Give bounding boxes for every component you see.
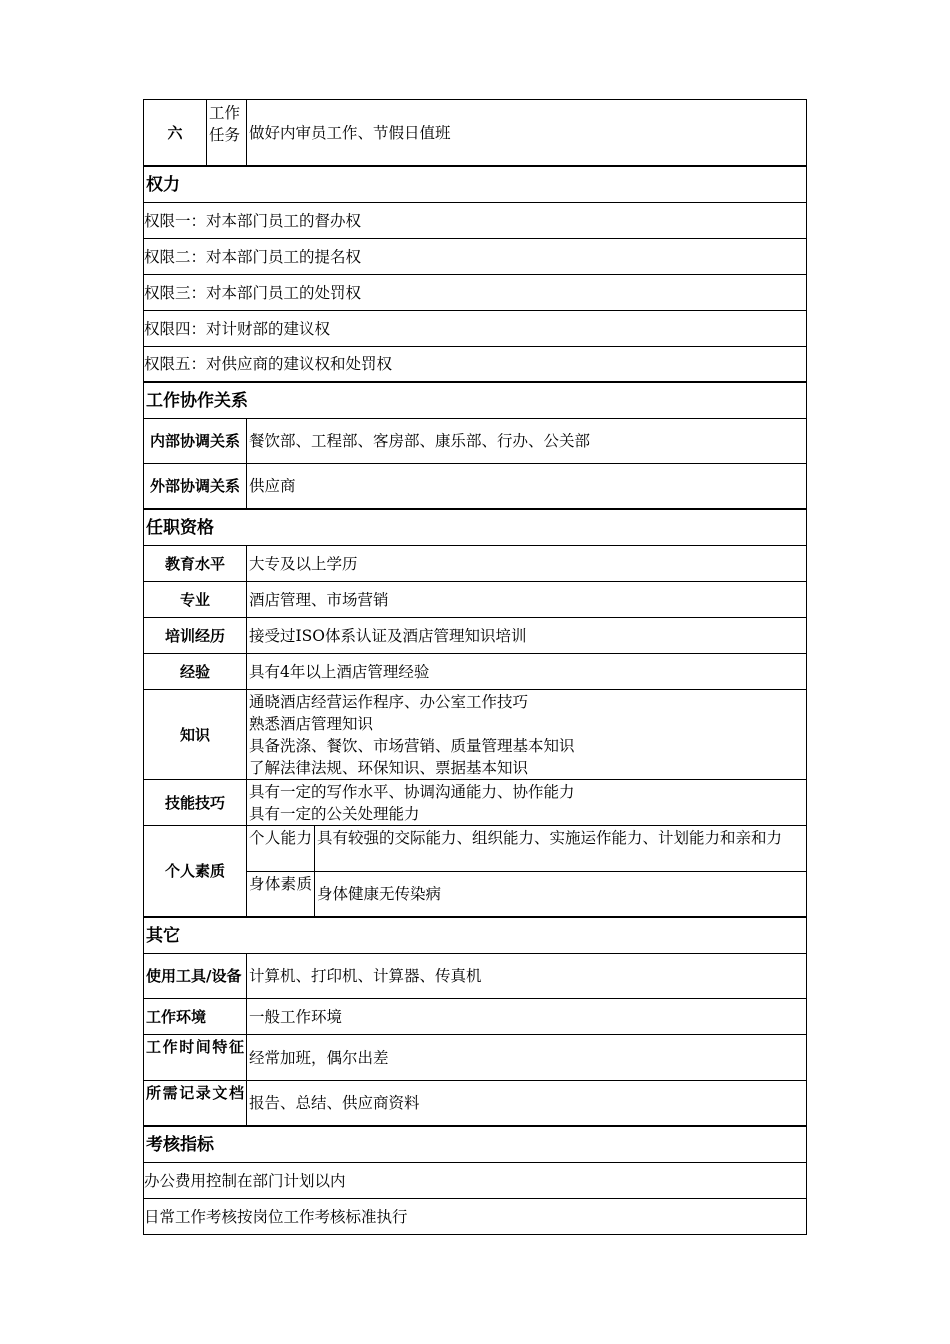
knowledge-label: 知识 xyxy=(179,725,210,744)
knowledge-row xyxy=(143,690,807,780)
task-row xyxy=(143,99,807,167)
authority-item xyxy=(143,239,807,275)
physical-quality-value: 身体健康无传染病 xyxy=(314,872,806,917)
other-section-header xyxy=(143,918,807,954)
assessment-item xyxy=(143,1199,807,1235)
education-value: 大专及以上学历 xyxy=(246,546,806,581)
tools-value: 计算机、打印机、计算器、传真机 xyxy=(246,954,806,998)
internal-coordination-row xyxy=(143,419,807,464)
internal-coordination-value: 餐饮部、工程部、客房部、康乐部、行办、公关部 xyxy=(246,419,806,463)
personal-quality-label: 个人素质 xyxy=(164,862,225,880)
cooperation-section-header xyxy=(143,383,807,419)
assessment-heading: 考核指标 xyxy=(146,1134,214,1155)
qualification-heading: 任职资格 xyxy=(146,517,214,538)
assessment-item-text: 日常工作考核按岗位工作考核标准执行 xyxy=(144,1207,408,1226)
records-row xyxy=(143,1081,807,1127)
environment-row xyxy=(143,999,807,1035)
knowledge-list xyxy=(246,690,806,779)
internal-coordination-label: 内部协调关系 xyxy=(149,431,240,450)
authority-item xyxy=(143,311,807,347)
qualification-section-header xyxy=(143,510,807,546)
physical-quality-label: 身体素质 xyxy=(249,874,312,893)
authority-section-header xyxy=(143,167,807,203)
records-value: 报告、总结、供应商资料 xyxy=(246,1081,806,1125)
authority-item xyxy=(143,347,807,383)
training-value: 接受过ISO体系认证及酒店管理知识培训 xyxy=(246,618,806,653)
training-label: 培训经历 xyxy=(164,626,225,645)
skills-label: 技能技巧 xyxy=(164,793,225,812)
major-value: 酒店管理、市场营销 xyxy=(246,582,806,617)
major-label: 专业 xyxy=(179,590,210,609)
experience-value: 具有4年以上酒店管理经验 xyxy=(246,654,806,689)
authority-item-text: 权限二：对本部门员工的提名权 xyxy=(144,247,362,266)
task-content: 做好内审员工作、节假日值班 xyxy=(246,100,806,165)
education-row xyxy=(143,546,807,582)
knowledge-line: 了解法律法规、环保知识、票据基本知识 xyxy=(249,758,529,777)
work-time-label: 工作时间特征 xyxy=(146,1038,244,1056)
physical-quality-row xyxy=(247,871,806,917)
authority-item-text: 权限三：对本部门员工的处罚权 xyxy=(144,283,362,302)
records-label: 所需记录文档 xyxy=(146,1084,244,1102)
tools-label: 使用工具/设备 xyxy=(146,966,242,985)
education-label: 教育水平 xyxy=(164,554,225,573)
skills-line: 具有一定的公关处理能力 xyxy=(249,804,420,823)
work-time-value: 经常加班，偶尔出差 xyxy=(246,1035,806,1080)
assessment-item xyxy=(143,1163,807,1199)
environment-value: 一般工作环境 xyxy=(246,999,806,1034)
experience-row xyxy=(143,654,807,690)
authority-item xyxy=(143,275,807,311)
authority-item-text: 权限四：对计财部的建议权 xyxy=(144,319,331,338)
work-time-row xyxy=(143,1035,807,1081)
environment-label: 工作环境 xyxy=(146,1007,207,1026)
assessment-item-text: 办公费用控制在部门计划以内 xyxy=(144,1171,346,1190)
task-label: 工作任务 xyxy=(206,100,246,165)
major-row xyxy=(143,582,807,618)
training-row xyxy=(143,618,807,654)
skills-line: 具有一定的写作水平、协调沟通能力、协作能力 xyxy=(249,782,575,801)
personal-ability-label: 个人能力 xyxy=(249,829,312,847)
external-coordination-value: 供应商 xyxy=(246,464,806,508)
skills-list xyxy=(246,780,806,825)
personal-quality-subtable xyxy=(246,826,806,916)
authority-item xyxy=(143,203,807,239)
knowledge-line: 具备洗涤、餐饮、市场营销、质量管理基本知识 xyxy=(249,736,575,755)
personal-ability-value: 具有较强的交际能力、组织能力、实施运作能力、计划能力和亲和力 xyxy=(314,826,806,871)
experience-label: 经验 xyxy=(179,662,210,681)
authority-heading: 权力 xyxy=(146,174,180,195)
external-coordination-row xyxy=(143,464,807,510)
job-description-table xyxy=(143,99,807,1235)
other-heading: 其它 xyxy=(146,925,180,946)
knowledge-line: 通晓酒店经营运作程序、办公室工作技巧 xyxy=(249,692,529,711)
personal-quality-row xyxy=(143,826,807,918)
cooperation-heading: 工作协作关系 xyxy=(146,390,248,411)
authority-item-text: 权限五：对供应商的建议权和处罚权 xyxy=(144,355,393,373)
personal-ability-row xyxy=(247,826,806,871)
knowledge-line: 熟悉酒店管理知识 xyxy=(249,714,374,733)
external-coordination-label: 外部协调关系 xyxy=(149,476,240,495)
task-number: 六 xyxy=(167,123,183,142)
tools-row xyxy=(143,954,807,999)
authority-item-text: 权限一：对本部门员工的督办权 xyxy=(144,211,362,230)
assessment-section-header xyxy=(143,1127,807,1163)
skills-row xyxy=(143,780,807,826)
